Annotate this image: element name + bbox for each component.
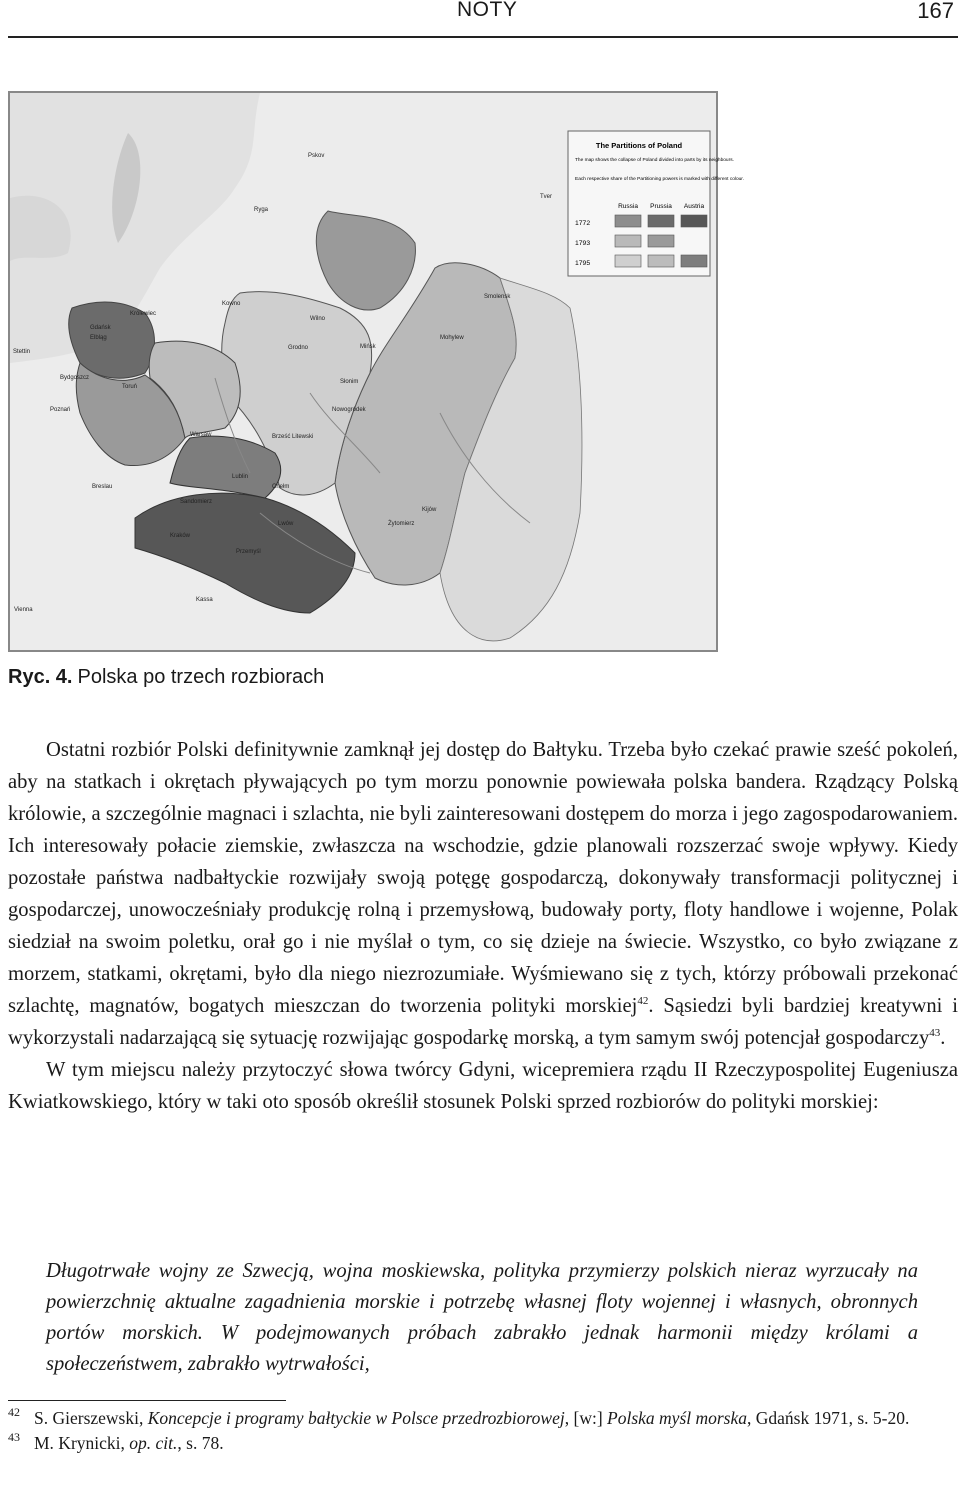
place-label-konigsberg: Królewiec <box>130 311 157 317</box>
map-legend <box>568 131 744 276</box>
place-label-slonim: Słonim <box>340 379 359 385</box>
footnote-ref-43[interactable]: 43 <box>929 1027 941 1040</box>
place-label-chelm: Chełm <box>272 484 290 490</box>
place-label-riga: Ryga <box>254 207 269 213</box>
footnote-author: M. Krynicki, <box>34 1433 130 1453</box>
footnote-42 <box>8 1406 958 1431</box>
place-label-krakow: Kraków <box>170 533 191 539</box>
legend-power-austria: Austria <box>683 203 705 210</box>
legend-swatch-1772-prussia <box>648 215 674 227</box>
legend-power-prussia: Prussia <box>650 203 672 210</box>
partitions-map-figure <box>8 91 744 652</box>
place-label-warsaw: Warsaw <box>190 432 212 438</box>
legend-swatch-1795-austria <box>681 255 707 267</box>
place-label-mohylew: Mohylew <box>440 335 464 341</box>
legend-note-1: The map shows the collapse of Poland divided into parts by its neighbours. <box>575 158 734 163</box>
paragraph-1-text-b: . Sąsiedzi byli bardziej kreatywni i wykorzystali nadarzającą się sytuację rozwijając gospodarkę morską, a tym samym swój potencjał gospodarczy <box>8 995 958 1049</box>
figure-caption-text: Polska po trzech rozbiorach <box>77 666 325 688</box>
paragraph-1-text-a: Ostatni rozbiór Polski definitywnie zamknął jej dostęp do Bałtyku. Trzeba było czekać prawie sześć pokoleń, aby na statkach i okrętach pływających po tym morzu ponownie powiewała polska bandera. Rządzący Polską królowie, a szczególnie magnaci i szlachta, nie byli zainteresowani dostępem do morza i jego zagospodarowaniem. Ich interesowały połacie ziemskie, zwłaszcza na wschodzie, gdzie planowali rozszerzać swoje wpływy. Kiedy pozostałe państwa nadbałtyckie rozwijały swoją potęgę gospodarczą, dokonywały transformacji politycznej i gospodarczej, unowocześniały produkcję rolną i przemysłową, budowały porty, floty handlowe i wojenne, Polak siedział na swoim poletku, orał go i nie myślał o tym, co się dzieje na świecie. Wszystko, co było związane z morzem, statkami, okrętami, było dla niego niezrozumiałe. Wyśmiewano się z tych, którzy próbowali przekonać szlachtę, magnatów, bogatych mieszczan do tworzenia polityki morskiej <box>8 739 958 1017</box>
legend-power-russia: Russia <box>618 203 638 210</box>
place-label-kassa: Kassa <box>196 597 213 603</box>
place-label-nowogrodek: Nowogródek <box>332 407 366 413</box>
place-label-torun: Toruń <box>122 384 138 390</box>
place-label-przemysl: Przemyśl <box>236 549 261 555</box>
place-label-elblag: Elbląg <box>90 335 107 341</box>
legend-year-1795: 1795 <box>575 260 591 267</box>
place-label-poznan: Poznań <box>50 407 71 413</box>
running-head <box>8 0 958 38</box>
legend-swatch-1793-prussia <box>648 235 674 247</box>
place-label-danzig: Gdańsk <box>90 325 111 331</box>
footnote-connector: , [w:] <box>564 1408 608 1428</box>
running-head-title: NOTY <box>457 0 518 21</box>
legend-swatch-1793-russia <box>615 235 641 247</box>
place-label-wroclaw: Breslau <box>92 484 113 490</box>
legend-year-1793: 1793 <box>575 240 591 247</box>
figure-caption-label: Ryc. 4. <box>8 666 73 688</box>
body-text <box>8 734 958 1118</box>
block-quote: Długotrwałe wojny ze Szwecją, wojna moskiewska, polityka przymierzy polskich nieraz wyrzucały na powierzchnię aktualne zagadnienia morskie i potrzebę własnej floty wojennej i własnych, obronnych portów morskich. W podejmowanych próbach zabrakło jednak harmonii między królami a społeczeństwem, zabrakło wytrwałości, <box>46 1260 918 1375</box>
place-label-vienna: Vienna <box>14 607 33 613</box>
footnote-number: 42 <box>8 1405 20 1419</box>
place-label-smolensk: Smolensk <box>484 294 511 300</box>
legend-swatch-1772-russia <box>615 215 641 227</box>
place-label-grodno: Grodno <box>288 345 309 351</box>
legend-year-1772: 1772 <box>575 220 591 227</box>
legend-swatch-1772-austria <box>681 215 707 227</box>
footnote-collection-title: Polska myśl morska <box>607 1408 748 1428</box>
legend-note-2: Each respective share of the Partitioning powers is marked with different colour. <box>575 177 744 182</box>
paragraph-1-text-c: . <box>940 1027 946 1049</box>
legend-title: The Partitions of Poland <box>595 141 683 150</box>
footnote-details: , s. 78. <box>177 1433 224 1453</box>
place-label-wilno: Wilno <box>310 316 326 322</box>
page-number: 167 <box>917 0 954 23</box>
place-label-zytomierz: Żytomierz <box>388 521 415 527</box>
footnotes <box>8 1406 958 1456</box>
place-label-bydgoszcz: Bydgoszcz <box>60 375 90 381</box>
footnote-work-title: Koncepcje i programy bałtyckie w Polsce przedrozbiorowej <box>147 1408 565 1428</box>
footnote-author: S. Gierszewski, <box>34 1408 148 1428</box>
figure-caption <box>8 666 324 689</box>
place-label-lublin: Lublin <box>232 474 249 480</box>
place-label-kowno: Kowno <box>222 301 241 307</box>
place-label-tver: Tver <box>540 194 552 200</box>
place-label-kijow: Kijów <box>422 507 437 513</box>
place-label-minsk: Mińsk <box>360 344 376 350</box>
place-label-lwow: Lwów <box>278 521 294 527</box>
place-label-pskov: Pskov <box>308 153 325 159</box>
footnote-ref-42[interactable]: 42 <box>637 995 649 1008</box>
legend-swatch-1795-prussia <box>648 255 674 267</box>
footnote-separator <box>8 1400 286 1401</box>
footnote-work-title: op. cit. <box>129 1433 178 1453</box>
paragraph-2: W tym miejscu należy przytoczyć słowa twórcy Gdyni, wicepremiera rządu II Rzeczypospolitej Eugeniusza Kwiatkowskiego, który w taki oto sposób określił stosunek Polski sprzed rozbiorów do polityki morskiej: <box>8 1059 958 1113</box>
partitions-map <box>10 93 744 650</box>
paragraph-1 <box>8 734 958 1054</box>
place-label-sandomierz: Sandomierz <box>180 499 213 505</box>
legend-swatch-1795-russia <box>615 255 641 267</box>
footnote-number: 43 <box>8 1430 20 1444</box>
footnote-details: , Gdańsk 1971, s. 5-20. <box>747 1408 910 1428</box>
place-label-stettin: Stettin <box>13 349 31 355</box>
footnote-43 <box>8 1431 958 1456</box>
place-label-brzesc: Brześć Litewski <box>272 434 314 440</box>
